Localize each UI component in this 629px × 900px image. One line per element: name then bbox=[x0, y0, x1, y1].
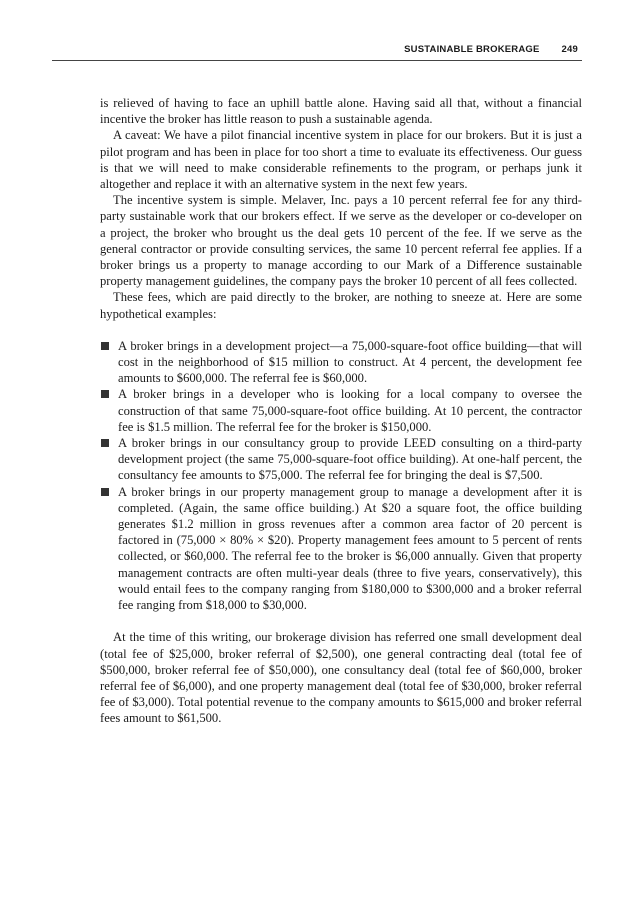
list-item bbox=[100, 338, 582, 387]
list-item-text: A broker brings in a development project—a 75,000-square-foot office building—that will cost in the neighborhood of $15 million to construct. At 4 percent, the development fee amounts to $600,000. The referral fee is $60,000. bbox=[118, 338, 582, 386]
running-head bbox=[52, 44, 582, 61]
square-bullet-icon bbox=[101, 439, 109, 447]
paragraph: A caveat: We have a pilot financial incentive system in place for our brokers. But it is just a pilot program and has been in place for too short a time to evaluate its effectiveness. Our guess is that we will need to make considerable refinements to the program, or perhaps junk it altogether and replace it with an alternative system in the next few years. bbox=[100, 128, 582, 192]
list-item bbox=[100, 484, 582, 614]
paragraph: The incentive system is simple. Melaver, Inc. pays a 10 percent referral fee for any third-party sustainable work that our brokers effect. If we serve as the developer or co-developer on a project, the broker who brought us the deal gets 10 percent of the fee. If we serve as the general contractor or provide consulting services, the same 10 percent referral fee applies. If a broker brings us a property to manage according to our Mark of a Difference sustainable property management guidelines, the company pays the broker 10 percent of all fees collected. bbox=[100, 193, 582, 289]
page-number: 249 bbox=[561, 44, 578, 55]
square-bullet-icon bbox=[101, 390, 109, 398]
list-item-text: A broker brings in a developer who is looking for a local company to oversee the construction of that same 75,000-square-foot office building. At 10 percent, the contractor fee is $1.5 million. The referral fee for the broker is $150,000. bbox=[118, 387, 582, 434]
closing-paragraph: At the time of this writing, our brokerage division has referred one small development deal (total fee of $25,000, broker referral of $2,500), one general contracting deal (total fee of $500,000, broker referral fee of $50,000), one consultancy deal (total fee of $60,000, broker referral fee of $6,000), and one property management deal (total fee of $30,000, broker referral fee of $3,000). Total potential revenue to the company amounts to $615,000 and broker referral fees amount to $61,500. bbox=[100, 630, 582, 726]
list-item-text: A broker brings in our property management group to manage a development after it is completed. (Again, the same office building.) At $20 a square foot, the office building generates $1.2 million in gross revenues after a common area factor of 20 percent is factored in (75,000 × 80% × $20). Property management fees amount to 5 percent of rents collected, or $60,000. The referral fee to the broker is $6,000 annually. Given that property management contracts are often multi-year deals (three to five years, conservatively), this would entail fees to the company ranging from $180,000 to $300,000 and a broker referral fee ranging from $18,000 to $30,000. bbox=[118, 484, 582, 613]
square-bullet-icon bbox=[101, 488, 109, 496]
paragraph: These fees, which are paid directly to the broker, are nothing to sneeze at. Here are some hypothetical examples: bbox=[100, 290, 582, 321]
square-bullet-icon bbox=[101, 342, 109, 350]
running-head-title: SUSTAINABLE BROKERAGE bbox=[404, 44, 540, 55]
list-item-text: A broker brings in our consultancy group to provide LEED consulting on a third-party development project (the same 75,000-square-foot office building). At one-half percent, the consultancy fee amounts to $75,000. The referral fee for bringing the deal is $7,500. bbox=[118, 436, 582, 483]
page-body bbox=[100, 95, 582, 727]
paragraph: is relieved of having to face an uphill battle alone. Having said all that, without a financial incentive the broker has little reason to push a sustainable agenda. bbox=[100, 96, 582, 127]
list-item bbox=[100, 435, 582, 484]
list-item bbox=[100, 386, 582, 435]
example-list bbox=[100, 338, 582, 613]
